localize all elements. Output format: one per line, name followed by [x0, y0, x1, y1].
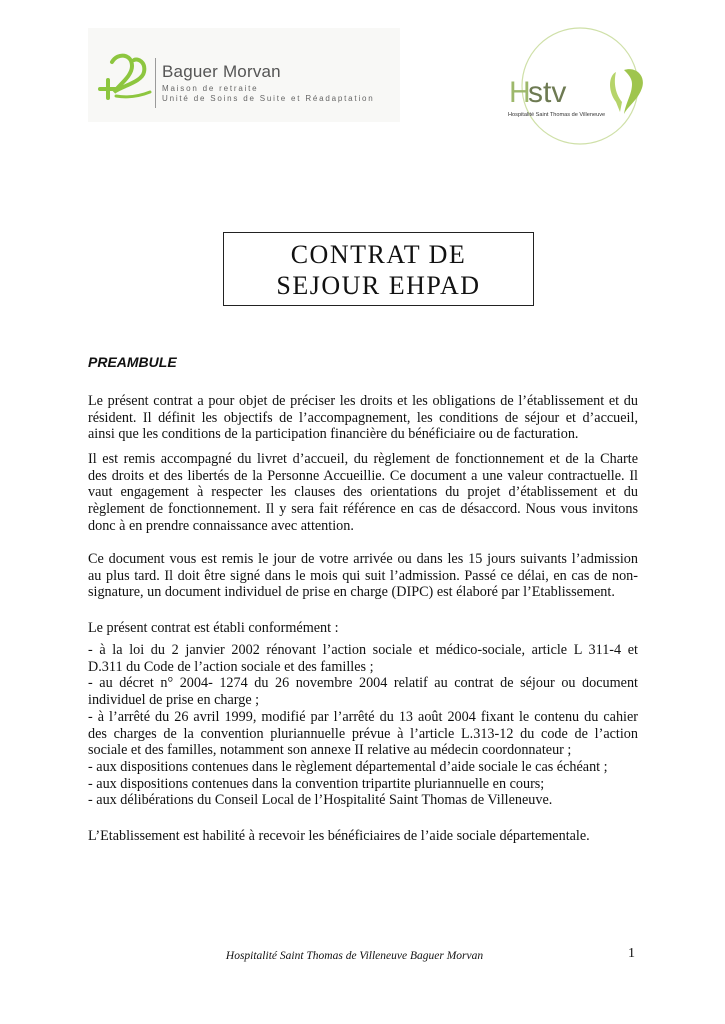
- text-line: vaut engagement à respecter les clauses des orientations du projet d’établissement et du: [88, 484, 638, 501]
- list-item: D.311 du Code de l’action sociale et des familles ;: [88, 658, 374, 675]
- text-line: Le présent contrat a pour objet de préciser les droits et les obligations de l’établissement et du: [88, 393, 638, 409]
- logo-divider: [155, 58, 156, 108]
- document-title: [223, 232, 534, 306]
- text-line: des droits et des libertés de la Personne Accueillie. Ce document a une valeur contractuelle. Il: [88, 467, 638, 484]
- logo-subtitle-2: Unité de Soins de Suite et Réadaptation: [162, 94, 375, 103]
- logo-subtitle-1: Maison de retraite: [162, 84, 259, 93]
- text-line: donc à en prendre connaissance avec attention.: [88, 517, 354, 534]
- title-line-1: CONTRAT DE: [290, 240, 467, 269]
- text-line: résident. Il définit les objectifs de l’accompagnement, les conditions de séjour et d’accueil,: [88, 409, 638, 426]
- paragraph-2: [88, 451, 638, 535]
- text-line: Il est remis accompagné du livret d’accueil, du règlement de fonctionnement et de la Charte: [88, 451, 638, 467]
- logo-name: Baguer Morvan: [162, 62, 281, 81]
- paragraph-5: [88, 828, 638, 845]
- list-item: - à la loi du 2 janvier 2002 rénovant l’action sociale et médico-sociale, article L 311-4 et: [88, 642, 638, 658]
- hstv-logo: [500, 26, 650, 146]
- page-number: 1: [628, 946, 635, 961]
- hstv-caption: Hospitalité Saint Thomas de Villeneuve: [508, 112, 606, 118]
- hstv-mark-h: H: [509, 76, 531, 109]
- paragraph-3: [88, 551, 638, 601]
- heart-cross-icon: [98, 52, 154, 104]
- list-item: - aux dispositions contenues dans la convention tripartite pluriannuelle en cours;: [88, 775, 545, 792]
- text-line: L’Etablissement est habilité à recevoir les bénéficiaires de l’aide sociale départementale.: [88, 828, 590, 844]
- text-line: ainsi que les conditions de la participation financière du bénéficiaire ou de facturation.: [88, 426, 579, 443]
- text-line: signature, un document individuel de prise en charge (DIPC) est élaboré par l’Etablissement.: [88, 584, 615, 601]
- list-item: individuel de prise en charge ;: [88, 692, 260, 709]
- leaf-heart-icon: [608, 66, 648, 118]
- baguer-morvan-logo: [88, 28, 400, 122]
- title-line-2: SEJOUR EHPAD: [276, 271, 481, 300]
- list-item: sociale et des familles, notamment son annexe II relative au médecin coordonnateur ;: [88, 742, 572, 759]
- paragraph-1: [88, 393, 638, 443]
- list-item: des charges de la convention pluriannuelle prévue à l’article L.313-12 du code de l’action: [88, 725, 638, 742]
- text-line: règlement de fonctionnement. Il y sera fait référence en cas de désaccord. Nous vous invitons: [88, 501, 638, 518]
- list-item: - à l’arrêté du 26 avril 1999, modifié par l’arrêté du 13 août 2004 fixant le contenu du cahier: [88, 708, 638, 725]
- paragraph-4-intro: [88, 620, 638, 637]
- text-line: Le présent contrat est établi conformément :: [88, 620, 339, 636]
- text-line: au plus tard. Il doit être signé dans le mois qui suit l’admission. Passé ce délai, en cas de non-: [88, 567, 638, 584]
- list-item: - aux délibérations du Conseil Local de l’Hospitalité Saint Thomas de Villeneuve.: [88, 792, 553, 809]
- section-heading: PREAMBULE: [88, 354, 177, 370]
- list-item: - aux dispositions contenues dans le règlement départemental d’aide sociale le cas échéant ;: [88, 758, 608, 775]
- hstv-mark-stv: stv: [528, 76, 567, 109]
- reference-list: [88, 642, 638, 809]
- list-item: - au décret n° 2004- 1274 du 26 novembre 2004 relatif au contrat de séjour ou document: [88, 675, 638, 692]
- page-footer: Hospitalité Saint Thomas de Villeneuve Baguer Morvan: [225, 950, 484, 962]
- text-line: Ce document vous est remis le jour de votre arrivée ou dans les 15 jours suivants l’admission: [88, 551, 638, 567]
